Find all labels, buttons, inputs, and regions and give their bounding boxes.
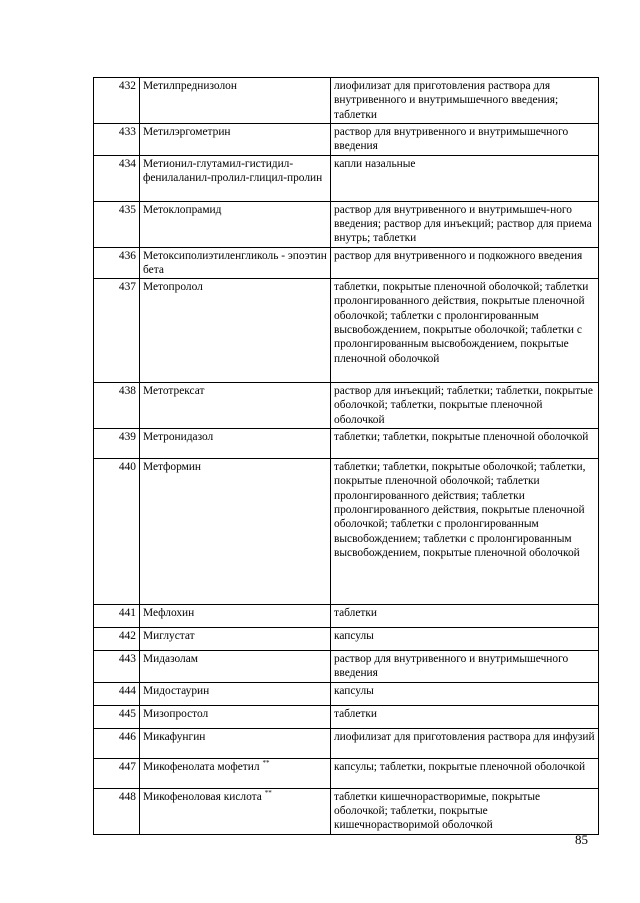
row-number: 433 [94,124,140,156]
row-number: 436 [94,247,140,279]
dosage-form: раствор для внутривенного и внутримышечного введения [331,651,599,683]
table-row [94,728,599,758]
drug-name: Метилэргометрин [143,126,231,138]
dosage-form: раствор для внутривенного и подкожного введения [331,247,599,279]
dosage-form: капли назальные [331,155,599,201]
drug-name-cell [140,728,331,758]
row-number: 441 [94,605,140,628]
drug-name: Мизопростол [143,707,209,720]
row-number: 440 [94,459,140,605]
drug-name: Метоклопрамид [143,203,222,216]
table-row [94,682,599,705]
drug-name: Метронидазол [143,431,214,444]
drug-name-cell [140,78,331,124]
row-number: 434 [94,155,140,201]
table-row [94,155,599,201]
dosage-form: таблетки; таблетки, покрытые оболочкой; таблетки, покрытые пленочной оболочкой; таблетки пролонгированного действия; таблетки пролонгированного действия, покрытые пленочной оболочкой; таблетки с пролонгированным высвобождением; таблетки с пролонгированным высвобождением, покрытые пленочной оболочкой [331,459,599,605]
footnote-mark: ** [264,788,272,797]
drug-name: Метопролол [143,281,203,294]
drug-name: Метилпреднизолон [143,80,237,92]
drug-table [93,77,599,835]
row-number: 438 [94,383,140,429]
drug-name-cell [140,605,331,628]
table-row [94,429,599,459]
drug-name-cell [140,628,331,651]
table-row [94,705,599,728]
table-row [94,124,599,156]
drug-name-cell [140,124,331,156]
dosage-form: раствор для инъекций; таблетки; таблетки, покрытые оболочкой; таблетки, покрытые пленочной оболочкой [331,383,599,429]
dosage-form: таблетки [331,705,599,728]
table-row [94,459,599,605]
table-row [94,201,599,247]
table-row [94,758,599,788]
table-row [94,651,599,683]
row-number: 435 [94,201,140,247]
row-number: 444 [94,682,140,705]
row-number: 446 [94,728,140,758]
table-row [94,605,599,628]
page-number: 85 [575,832,588,847]
row-number: 448 [94,788,140,834]
row-number: 437 [94,279,140,383]
dosage-form: раствор для внутривенного и внутримышечного введения [331,124,599,156]
drug-name: Метформин [143,461,202,474]
drug-name-cell [140,429,331,459]
drug-name-cell [140,651,331,683]
dosage-form: капсулы [331,682,599,705]
table-row [94,383,599,429]
dosage-form: лиофилизат для приготовления раствора для инфузий [331,728,599,758]
drug-name-cell [140,758,331,788]
table-body [94,78,599,835]
row-number: 432 [94,78,140,124]
table-row [94,279,599,383]
row-number: 442 [94,628,140,651]
dosage-form: раствор для внутривенного и внутримышеч-ного введения; раствор для инъекций; раствор для приема внутрь; таблетки [331,201,599,247]
row-number: 443 [94,651,140,683]
drug-name-cell [140,682,331,705]
row-number: 447 [94,758,140,788]
dosage-form: таблетки, покрытые пленочной оболочкой; таблетки пролонгированного действия, покрытые пленочной оболочкой; таблетки с пролонгированным высвобождением, покрытые оболочкой; таблетки с пролонгированным высвобождением, покрытые пленочной оболочкой [331,279,599,383]
drug-name: Микофеноловая кислота [143,790,262,803]
table-row [94,78,599,124]
dosage-form: капсулы; таблетки, покрытые пленочной оболочкой [331,758,599,788]
drug-name-cell [140,459,331,605]
drug-name: Мидостаурин [143,684,210,697]
drug-name: Миглустат [143,630,195,643]
dosage-form: капсулы [331,628,599,651]
dosage-form: таблетки [331,605,599,628]
dosage-form: лиофилизат для приготовления раствора для внутривенного и внутримышечного введения; таблетки [331,78,599,124]
drug-name: Мидазолам [143,653,199,666]
footnote-mark: ** [262,758,270,767]
dosage-form: таблетки; таблетки, покрытые пленочной оболочкой [331,429,599,459]
drug-name-cell [140,383,331,429]
drug-name-cell [140,155,331,201]
drug-name: Метотрексат [143,385,205,398]
table-row [94,788,599,834]
table-row [94,247,599,279]
drug-name: Метионил-глутамил-гистидил-фенилаланил-пролил-глицил-пролин [143,157,323,184]
drug-name-cell [140,201,331,247]
drug-name-cell [140,279,331,383]
row-number: 445 [94,705,140,728]
drug-name: Метоксиполиэтиленгликоль - эпоэтин бета [143,249,327,276]
drug-name: Микофенолата мофетил [143,760,260,773]
row-number: 439 [94,429,140,459]
drug-name-cell [140,705,331,728]
drug-name-cell [140,788,331,834]
drug-name: Мефлохин [143,607,195,620]
dosage-form: таблетки кишечнорастворимые, покрытые оболочкой; таблетки, покрытые кишечнорастворимой оболочкой [331,788,599,834]
drug-name-cell [140,247,331,279]
table-row [94,628,599,651]
drug-name: Микафунгин [143,730,206,743]
